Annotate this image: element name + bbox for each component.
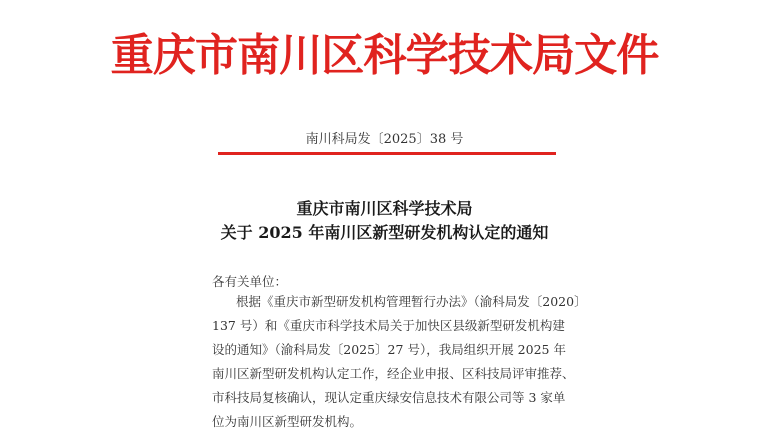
document-number: 南川科局发〔2025〕38 号 — [305, 132, 464, 147]
body-line: 设的通知》（渝科局发〔2025〕27 号），我局组织开展 2025 年 — [212, 342, 566, 357]
body-line: 位为南川区新型研发机构。 — [212, 414, 363, 429]
header-red-rule — [218, 152, 556, 155]
body-line: 137 号）和《重庆市科学技术局关于加快区县级新型研发机构建 — [212, 318, 565, 333]
salutation: 各有关单位： — [212, 274, 288, 289]
body-line: 市科技局复核确认，现认定重庆绿安信息技术有限公司等 3 家单 — [212, 390, 566, 405]
document-header-title: 重庆市南川区科学技术局文件 — [110, 30, 659, 81]
body-line: 根据《重庆市新型研发机构管理暂行办法》（渝科局发〔2020〕 — [236, 294, 587, 309]
notice-title-line-2: 关于 2025 年南川区新型研发机构认定的通知 — [220, 223, 549, 242]
body-line: 南川区新型研发机构认定工作，经企业申报、区科技局评审推荐、 — [212, 366, 575, 381]
notice-title-line-1: 重庆市南川区科学技术局 — [296, 199, 473, 218]
